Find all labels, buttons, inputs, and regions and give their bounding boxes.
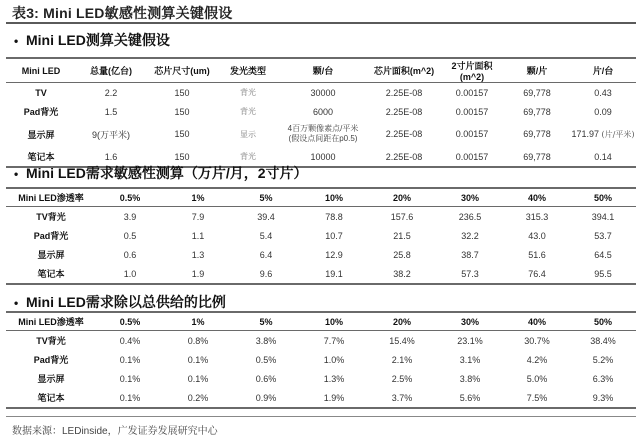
- row-label: 显示屏: [37, 374, 65, 384]
- cell: 背光: [240, 107, 256, 116]
- cell: 4.2%: [526, 354, 548, 365]
- cell: 0.6: [123, 249, 137, 260]
- table-header-row: [6, 58, 636, 83]
- cell: 9.6: [232, 264, 300, 284]
- cell: 0.1%: [119, 373, 141, 384]
- cell: 38.4%: [590, 335, 616, 346]
- column-header: 10%: [300, 312, 368, 331]
- cell: 6000: [312, 106, 334, 117]
- cell: 0.00157: [440, 147, 504, 167]
- table-row: [6, 350, 636, 369]
- cell: 3.8%: [255, 335, 277, 346]
- cell: 1.1: [191, 230, 205, 241]
- cell: 150: [174, 129, 190, 139]
- supply-ratio-table: [6, 311, 636, 409]
- table-row: [6, 331, 636, 351]
- cell: 0.1%: [96, 388, 164, 408]
- cell: 69,778: [523, 106, 551, 117]
- cell: 7.7%: [323, 335, 345, 346]
- cell: 78.8: [325, 211, 343, 222]
- table-header-row: [6, 188, 636, 207]
- section-title-text: Mini LED需求除以总供给的比例: [26, 294, 226, 310]
- cell: 51.6: [528, 249, 546, 260]
- cell: 0.14: [570, 147, 636, 167]
- row-label: 显示屏: [27, 129, 55, 140]
- cell: 76.4: [504, 264, 570, 284]
- column-header: 30%: [436, 188, 504, 207]
- cell: 0.8%: [187, 335, 209, 346]
- table-row: [6, 388, 636, 408]
- column-header: 20%: [368, 312, 436, 331]
- cell: 3.7%: [368, 388, 436, 408]
- cell-line: (假设点间距在p0.5): [288, 134, 358, 143]
- cell: 背光: [218, 147, 278, 167]
- footer-divider: [6, 416, 636, 417]
- cell: 显示: [240, 129, 256, 139]
- cell: 32.2: [461, 230, 479, 241]
- row-label: 显示屏: [37, 250, 65, 260]
- column-header: Mini LED: [6, 58, 76, 83]
- cell: 1.9%: [300, 388, 368, 408]
- cell: 0.6%: [255, 373, 277, 384]
- cell: 9.3%: [570, 388, 636, 408]
- table-header-row: [6, 312, 636, 331]
- cell: 5.6%: [436, 388, 504, 408]
- cell: 43.0: [528, 230, 546, 241]
- row-label: TV: [35, 87, 47, 98]
- cell: 38.2: [368, 264, 436, 284]
- cell: 0.00157: [455, 87, 489, 98]
- column-header: 50%: [570, 312, 636, 331]
- column-header: 40%: [504, 312, 570, 331]
- cell: 1.3: [191, 249, 205, 260]
- cell-line: 4百万颗像素点/平米: [287, 124, 359, 133]
- bullet-icon: •: [14, 167, 19, 181]
- cell: 30000: [310, 87, 336, 98]
- column-header: 1%: [164, 312, 232, 331]
- cell: 3.9: [123, 211, 137, 222]
- row-label: Pad背光: [23, 107, 59, 117]
- cell: 69,778: [523, 129, 551, 139]
- section-title-text: Mini LED需求敏感性测算（万片/月，2寸片）: [26, 165, 308, 181]
- section-title-supply-ratio: [14, 292, 226, 312]
- row-label: 笔记本: [6, 388, 96, 408]
- column-header: 0.5%: [96, 312, 164, 331]
- cell: 0.4%: [119, 335, 141, 346]
- cell: 背光: [240, 88, 256, 97]
- unit-label: (片/平米): [601, 129, 635, 139]
- cell: 2.25E-08: [385, 87, 423, 98]
- table-row: [6, 121, 636, 147]
- cell: 0.9%: [232, 388, 300, 408]
- cell: 69,778: [504, 147, 570, 167]
- cell: 19.1: [300, 264, 368, 284]
- cell: 150: [174, 87, 190, 98]
- table-row: [6, 83, 636, 103]
- cell: 6.4: [259, 249, 273, 260]
- section-title-sensitivity: [14, 163, 308, 183]
- table-caption: 表3: Mini LED敏感性测算关键假设: [12, 5, 233, 21]
- cell: 150: [174, 106, 190, 117]
- cell: 0.1%: [187, 373, 209, 384]
- column-header: 20%: [368, 188, 436, 207]
- cell: 10.7: [325, 230, 343, 241]
- cell: 0.1%: [187, 354, 209, 365]
- cell: 5.2%: [592, 354, 614, 365]
- bullet-icon: •: [14, 296, 19, 310]
- cell: 3.1%: [459, 354, 481, 365]
- cell: 5.4: [259, 230, 273, 241]
- table-row: [6, 245, 636, 264]
- cell: [278, 121, 368, 147]
- cell: 1.0%: [323, 354, 345, 365]
- section-title-text: Mini LED测算关键假设: [26, 32, 170, 48]
- cell: 1.5: [104, 106, 118, 117]
- cell: 21.5: [393, 230, 411, 241]
- row-label: 笔记本: [6, 147, 76, 167]
- column-header: 片/台: [570, 58, 636, 83]
- section-title-assumptions: [14, 30, 170, 50]
- row-label: 笔记本: [6, 264, 96, 284]
- cell: 0.00157: [455, 129, 489, 139]
- cell: 64.5: [594, 249, 612, 260]
- column-header: 芯片面积(m^2): [368, 58, 440, 83]
- cell: 6.3%: [592, 373, 614, 384]
- cell: 30.7%: [524, 335, 550, 346]
- cell: 1.9: [164, 264, 232, 284]
- cell: 95.5: [570, 264, 636, 284]
- cell: 25.8: [393, 249, 411, 260]
- cell: 69,778: [523, 87, 551, 98]
- column-header: 发光类型: [218, 58, 278, 83]
- cell: 1.6: [76, 147, 146, 167]
- cell: 157.6: [390, 211, 414, 222]
- data-source-note: 数据来源：LEDinside，广发证券发展研究中心: [12, 426, 218, 437]
- cell: 236.5: [458, 211, 482, 222]
- column-header: 1%: [164, 188, 232, 207]
- cell: 39.4: [257, 211, 275, 222]
- cell: 53.7: [594, 230, 612, 241]
- cell: 7.9: [191, 211, 205, 222]
- table-row: [6, 102, 636, 121]
- cell: 2.25E-08: [368, 147, 440, 167]
- bullet-icon: •: [14, 34, 19, 48]
- column-header: Mini LED渗透率: [6, 312, 96, 331]
- cell: 394.1: [591, 211, 615, 222]
- column-header: 5%: [232, 188, 300, 207]
- sensitivity-table: [6, 187, 636, 285]
- cell: 2.5%: [391, 373, 413, 384]
- column-header: 30%: [436, 312, 504, 331]
- column-header: 颗/台: [278, 58, 368, 83]
- cell: 2.25E-08: [385, 129, 423, 139]
- cell: 0.1%: [119, 354, 141, 365]
- cell: 0.5: [123, 230, 137, 241]
- table-row: [6, 369, 636, 388]
- cell: 7.5%: [504, 388, 570, 408]
- column-header: 5%: [232, 312, 300, 331]
- cell: 2.1%: [391, 354, 413, 365]
- cell: 315.3: [525, 211, 549, 222]
- cell: [570, 121, 636, 147]
- cell: 2.2: [104, 87, 118, 98]
- cell: 57.3: [436, 264, 504, 284]
- cell: 3.8%: [459, 373, 481, 384]
- column-header: 10%: [300, 188, 368, 207]
- cell: 1.3%: [323, 373, 345, 384]
- row-label: Pad背光: [33, 231, 69, 241]
- table-row: [6, 207, 636, 227]
- cell: 150: [146, 147, 218, 167]
- column-header: 总量(亿台): [76, 58, 146, 83]
- cell: 2.25E-08: [385, 106, 423, 117]
- row-label: TV背光: [36, 212, 66, 222]
- column-header: 芯片尺寸(um): [146, 58, 218, 83]
- table-row: [6, 226, 636, 245]
- cell: 15.4%: [389, 335, 415, 346]
- column-header: 2寸片面积(m^2): [440, 58, 504, 83]
- cell: 0.00157: [455, 106, 489, 117]
- cell: 0.43: [594, 87, 612, 98]
- cell: 0.2%: [164, 388, 232, 408]
- column-header: 50%: [570, 188, 636, 207]
- cell: 12.9: [325, 249, 343, 260]
- caption-divider: [6, 22, 636, 24]
- column-header: 0.5%: [96, 188, 164, 207]
- cell: 0.5%: [255, 354, 277, 365]
- table-row: [6, 264, 636, 284]
- cell-value: 171.97: [571, 128, 600, 139]
- row-label: Pad背光: [33, 355, 69, 365]
- cell: 0.09: [594, 106, 612, 117]
- assumptions-table: [6, 57, 636, 168]
- cell: 1.0: [96, 264, 164, 284]
- row-label: TV背光: [36, 336, 66, 346]
- cell: 9(万平米): [92, 129, 130, 140]
- column-header: 颗/片: [504, 58, 570, 83]
- cell: 10000: [278, 147, 368, 167]
- cell: 5.0%: [526, 373, 548, 384]
- cell: 23.1%: [457, 335, 483, 346]
- column-header: 40%: [504, 188, 570, 207]
- column-header: Mini LED渗透率: [6, 188, 96, 207]
- cell: 38.7: [461, 249, 479, 260]
